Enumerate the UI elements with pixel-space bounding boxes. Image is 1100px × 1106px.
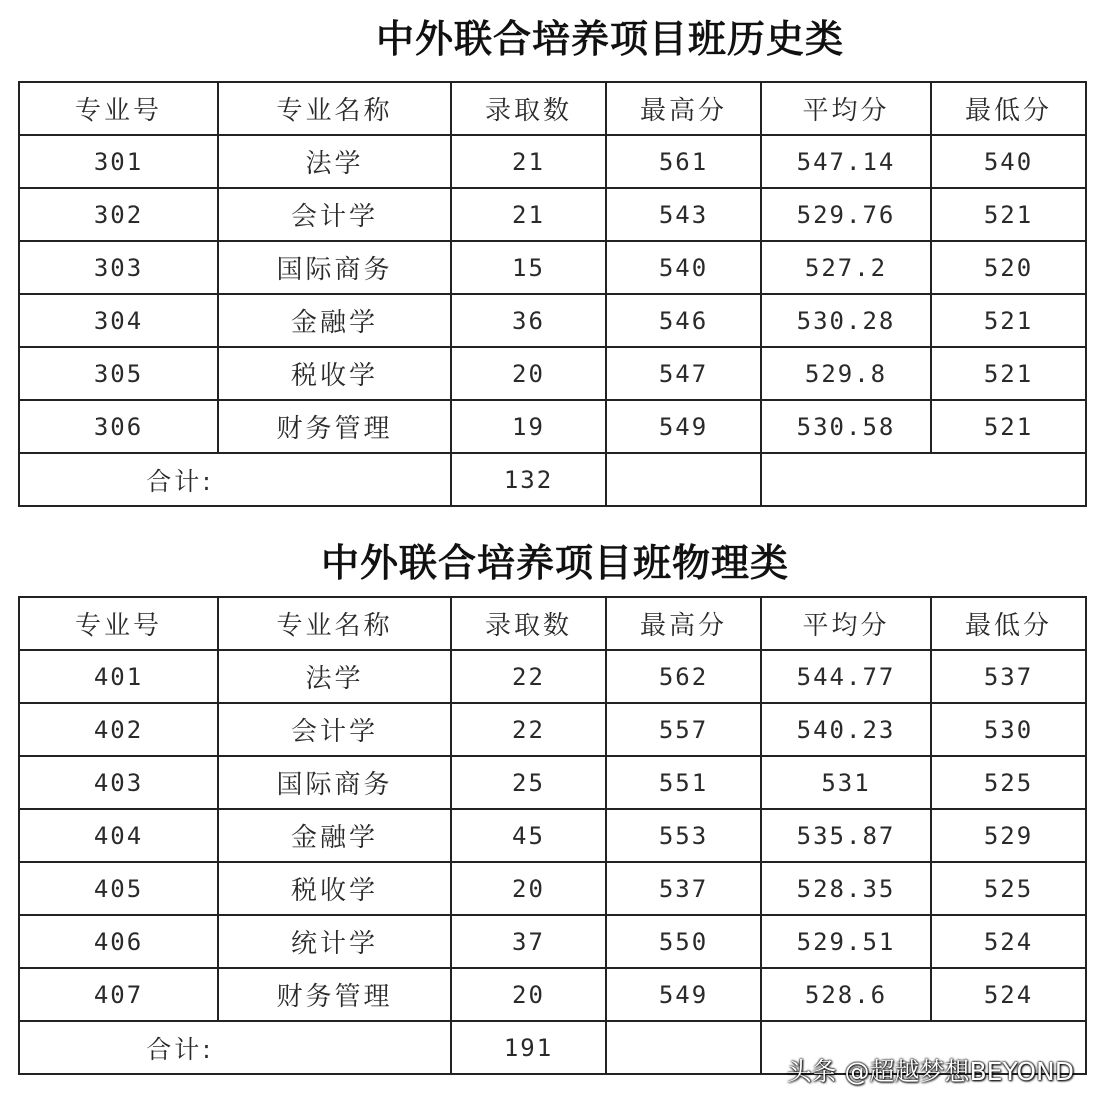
table-row bbox=[19, 968, 1086, 1021]
empty-cell bbox=[606, 453, 761, 506]
major-code-cell: 406 bbox=[19, 915, 218, 968]
major-name-cell: 税收学 bbox=[218, 862, 451, 915]
highest-score-cell: 550 bbox=[606, 915, 761, 968]
admitted-count-cell: 20 bbox=[451, 968, 606, 1021]
admitted-count-cell: 15 bbox=[451, 241, 606, 294]
average-score-cell: 544.77 bbox=[761, 650, 931, 703]
table-row bbox=[19, 135, 1086, 188]
admitted-count-cell: 22 bbox=[451, 650, 606, 703]
major-name-cell: 金融学 bbox=[218, 294, 451, 347]
header-lowest-score: 最低分 bbox=[931, 82, 1086, 135]
watermark-text: 头条 @超越梦想BEYOND bbox=[786, 1057, 1074, 1086]
table-row bbox=[19, 188, 1086, 241]
lowest-score-cell: 529 bbox=[931, 809, 1086, 862]
history-table-title: 中外联合培养项目班历史类 bbox=[375, 17, 844, 61]
major-code-cell: 306 bbox=[19, 400, 218, 453]
highest-score-cell: 551 bbox=[606, 756, 761, 809]
lowest-score-cell: 525 bbox=[931, 756, 1086, 809]
admitted-count-cell: 21 bbox=[451, 188, 606, 241]
highest-score-cell: 543 bbox=[606, 188, 761, 241]
average-score-cell: 531 bbox=[761, 756, 931, 809]
major-code-cell: 301 bbox=[19, 135, 218, 188]
major-name-cell: 会计学 bbox=[218, 188, 451, 241]
major-code-cell: 402 bbox=[19, 703, 218, 756]
physics-table-title: 中外联合培养项目班物理类 bbox=[320, 541, 789, 585]
table-row bbox=[19, 756, 1086, 809]
table-row bbox=[19, 703, 1086, 756]
highest-score-cell: 546 bbox=[606, 294, 761, 347]
lowest-score-cell: 521 bbox=[931, 294, 1086, 347]
major-code-cell: 403 bbox=[19, 756, 218, 809]
table-row bbox=[19, 809, 1086, 862]
header-average-score: 平均分 bbox=[761, 597, 931, 650]
lowest-score-cell: 520 bbox=[931, 241, 1086, 294]
admitted-count-cell: 22 bbox=[451, 703, 606, 756]
highest-score-cell: 537 bbox=[606, 862, 761, 915]
header-admitted-count: 录取数 bbox=[451, 82, 606, 135]
lowest-score-cell: 524 bbox=[931, 968, 1086, 1021]
highest-score-cell: 549 bbox=[606, 400, 761, 453]
table-row bbox=[19, 862, 1086, 915]
lowest-score-cell: 521 bbox=[931, 188, 1086, 241]
average-score-cell: 528.35 bbox=[761, 862, 931, 915]
lowest-score-cell: 540 bbox=[931, 135, 1086, 188]
major-name-cell: 会计学 bbox=[218, 703, 451, 756]
major-code-cell: 305 bbox=[19, 347, 218, 400]
lowest-score-cell: 521 bbox=[931, 347, 1086, 400]
total-row bbox=[19, 453, 1086, 506]
highest-score-cell: 549 bbox=[606, 968, 761, 1021]
major-name-cell: 财务管理 bbox=[218, 968, 451, 1021]
major-name-cell: 金融学 bbox=[218, 809, 451, 862]
table-row bbox=[19, 294, 1086, 347]
lowest-score-cell: 525 bbox=[931, 862, 1086, 915]
physics-scores-table bbox=[18, 596, 1087, 1075]
average-score-cell: 535.87 bbox=[761, 809, 931, 862]
admitted-count-cell: 20 bbox=[451, 347, 606, 400]
header-admitted-count: 录取数 bbox=[451, 597, 606, 650]
admitted-count-cell: 36 bbox=[451, 294, 606, 347]
major-name-cell: 财务管理 bbox=[218, 400, 451, 453]
lowest-score-cell: 537 bbox=[931, 650, 1086, 703]
header-major-name: 专业名称 bbox=[218, 82, 451, 135]
major-code-cell: 407 bbox=[19, 968, 218, 1021]
lowest-score-cell: 524 bbox=[931, 915, 1086, 968]
major-code-cell: 304 bbox=[19, 294, 218, 347]
major-code-cell: 404 bbox=[19, 809, 218, 862]
average-score-cell: 530.58 bbox=[761, 400, 931, 453]
major-name-cell: 税收学 bbox=[218, 347, 451, 400]
total-label: 合计: bbox=[19, 453, 451, 506]
header-average-score: 平均分 bbox=[761, 82, 931, 135]
table-row bbox=[19, 915, 1086, 968]
admitted-count-cell: 45 bbox=[451, 809, 606, 862]
table-row bbox=[19, 347, 1086, 400]
major-name-cell: 法学 bbox=[218, 135, 451, 188]
highest-score-cell: 562 bbox=[606, 650, 761, 703]
major-code-cell: 303 bbox=[19, 241, 218, 294]
empty-cell bbox=[606, 1021, 761, 1074]
table-row bbox=[19, 241, 1086, 294]
major-code-cell: 405 bbox=[19, 862, 218, 915]
table-header-row bbox=[19, 597, 1086, 650]
table-row bbox=[19, 650, 1086, 703]
admitted-count-cell: 25 bbox=[451, 756, 606, 809]
average-score-cell: 530.28 bbox=[761, 294, 931, 347]
highest-score-cell: 557 bbox=[606, 703, 761, 756]
highest-score-cell: 540 bbox=[606, 241, 761, 294]
major-name-cell: 国际商务 bbox=[218, 756, 451, 809]
admitted-count-cell: 19 bbox=[451, 400, 606, 453]
lowest-score-cell: 521 bbox=[931, 400, 1086, 453]
admitted-count-cell: 21 bbox=[451, 135, 606, 188]
highest-score-cell: 553 bbox=[606, 809, 761, 862]
lowest-score-cell: 530 bbox=[931, 703, 1086, 756]
major-name-cell: 统计学 bbox=[218, 915, 451, 968]
header-highest-score: 最高分 bbox=[606, 82, 761, 135]
average-score-cell: 529.51 bbox=[761, 915, 931, 968]
major-name-cell: 国际商务 bbox=[218, 241, 451, 294]
highest-score-cell: 561 bbox=[606, 135, 761, 188]
total-admitted-count: 191 bbox=[451, 1021, 606, 1074]
highest-score-cell: 547 bbox=[606, 347, 761, 400]
header-major-name: 专业名称 bbox=[218, 597, 451, 650]
admitted-count-cell: 37 bbox=[451, 915, 606, 968]
table-header-row bbox=[19, 82, 1086, 135]
major-code-cell: 401 bbox=[19, 650, 218, 703]
major-name-cell: 法学 bbox=[218, 650, 451, 703]
average-score-cell: 527.2 bbox=[761, 241, 931, 294]
total-label: 合计: bbox=[19, 1021, 451, 1074]
average-score-cell: 547.14 bbox=[761, 135, 931, 188]
average-score-cell: 529.8 bbox=[761, 347, 931, 400]
history-scores-table bbox=[18, 81, 1087, 507]
average-score-cell: 529.76 bbox=[761, 188, 931, 241]
average-score-cell: 528.6 bbox=[761, 968, 931, 1021]
header-major-code: 专业号 bbox=[19, 597, 218, 650]
empty-cell bbox=[761, 453, 1086, 506]
average-score-cell: 540.23 bbox=[761, 703, 931, 756]
header-lowest-score: 最低分 bbox=[931, 597, 1086, 650]
major-code-cell: 302 bbox=[19, 188, 218, 241]
header-highest-score: 最高分 bbox=[606, 597, 761, 650]
header-major-code: 专业号 bbox=[19, 82, 218, 135]
table-row bbox=[19, 400, 1086, 453]
admitted-count-cell: 20 bbox=[451, 862, 606, 915]
total-admitted-count: 132 bbox=[451, 453, 606, 506]
